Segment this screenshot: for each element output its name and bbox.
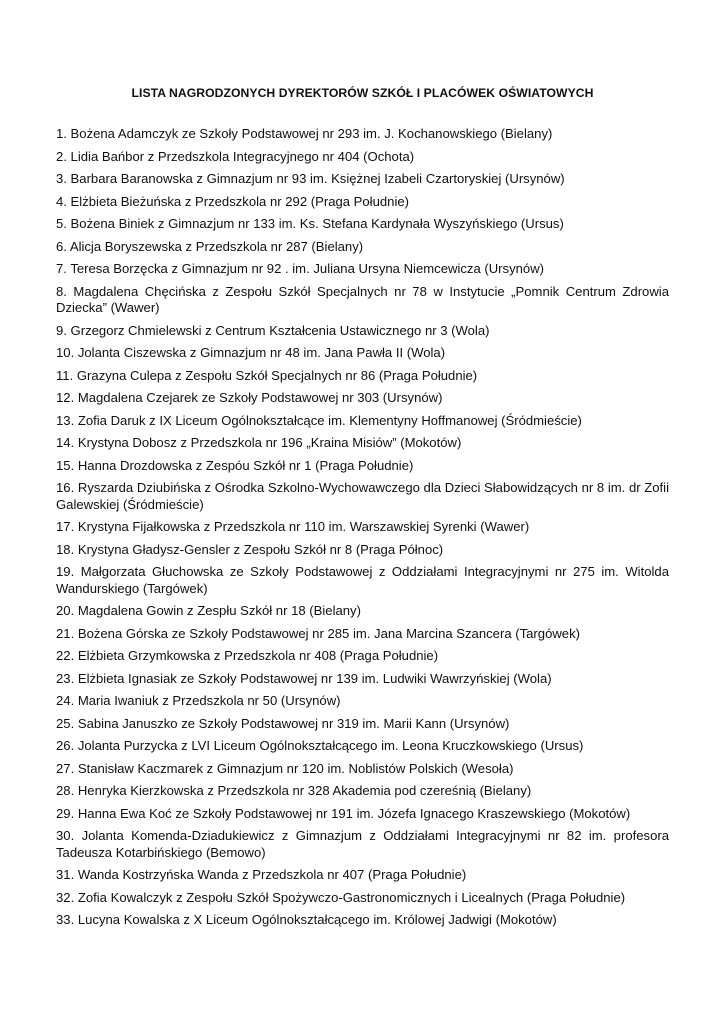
list-item: 10. Jolanta Ciszewska z Gimnazjum nr 48 im. Jana Pawła II (Wola) — [56, 345, 446, 360]
list-item: 22. Elżbieta Grzymkowska z Przedszkola nr 408 (Praga Południe) — [56, 648, 439, 663]
list-item: 17. Krystyna Fijałkowska z Przedszkola nr 110 im. Warszawskiej Syrenki (Wawer) — [56, 519, 530, 534]
list-item: 8. Magdalena Chęcińska z Zespołu Szkół Specjalnych nr 78 w Instytucie „Pomnik Centrum Zdrowia Dziecka” (Wawer) — [56, 283, 669, 315]
list-item: 31. Wanda Kostrzyńska Wanda z Przedszkola nr 407 (Praga Południe) — [56, 867, 467, 882]
list-item: 2. Lidia Bańbor z Przedszkola Integracyjnego nr 404 (Ochota) — [56, 148, 415, 164]
list-item: 15. Hanna Drozdowska z Zespóu Szkół nr 1 (Praga Południe) — [56, 457, 414, 473]
list-item: 33. Lucyna Kowalska z X Liceum Ogólnokształcącego im. Królowej Jadwigi (Mokotów) — [56, 912, 557, 927]
list-item: 11. Grazyna Culepa z Zespołu Szkół Specjalnych nr 86 (Praga Południe) — [56, 367, 478, 383]
list-item: 19. Małgorzata Głuchowska ze Szkoły Podstawowej z Oddziałami Integracyjnymi nr 275 im. Witolda Wandurskiego (Targówek) — [56, 564, 669, 596]
list-item: 9. Grzegorz Chmielewski z Centrum Kształcenia Ustawicznego nr 3 (Wola) — [56, 322, 490, 338]
list-item: 13. Zofia Daruk z IX Liceum Ogólnokształcące im. Klementyny Hoffmanowej (Śródmieście) — [56, 412, 582, 428]
awardee-list — [56, 126, 669, 935]
list-item: 32. Zofia Kowalczyk z Zespołu Szkół Spożywczo-Gastronomicznych i Licealnych (Praga Południe) — [56, 889, 626, 905]
list-item: 14. Krystyna Dobosz z Przedszkola nr 196 „Kraina Misiów” (Mokotów) — [56, 435, 462, 450]
list-item: 29. Hanna Ewa Koć ze Szkoły Podstawowej nr 191 im. Józefa Ignacego Kraszewskiego (Mokotów) — [56, 805, 631, 821]
list-item: 3. Barbara Baranowska z Gimnazjum nr 93 im. Księżnej Izabeli Czartoryskiej (Ursynów) — [56, 171, 565, 186]
list-item: 5. Bożena Biniek z Gimnazjum nr 133 im. Ks. Stefana Kardynała Wyszyńskiego (Ursus) — [56, 216, 564, 231]
list-item: 23. Elżbieta Ignasiak ze Szkoły Podstawowej nr 139 im. Ludwiki Wawrzyńskiej (Wola) — [56, 670, 552, 686]
list-item: 12. Magdalena Czejarek ze Szkoły Podstawowej nr 303 (Ursynów) — [56, 390, 443, 405]
list-item: 21. Bożena Górska ze Szkoły Podstawowej nr 285 im. Jana Marcina Szancera (Targówek) — [56, 625, 580, 641]
list-item: 24. Maria Iwaniuk z Przedszkola nr 50 (Ursynów) — [56, 693, 341, 708]
list-item: 1. Bożena Adamczyk ze Szkoły Podstawowej nr 293 im. J. Kochanowskiego (Bielany) — [56, 126, 553, 141]
list-item: 27. Stanisław Kaczmarek z Gimnazjum nr 120 im. Noblistów Polskich (Wesoła) — [56, 760, 514, 776]
list-item: 7. Teresa Borzęcka z Gimnazjum nr 92 . im. Juliana Ursyna Niemcewicza (Ursynów) — [56, 261, 545, 276]
list-item: 26. Jolanta Purzycka z LVI Liceum Ogólnokształcącego im. Leona Kruczkowskiego (Ursus) — [56, 738, 584, 753]
list-item: 20. Magdalena Gowin z Zespłu Szkół nr 18 (Bielany) — [56, 603, 361, 618]
list-item: 16. Ryszarda Dziubińska z Ośrodka Szkolno-Wychowawczego dla Dzieci Słabowidzących nr 8 im. dr Zofii Galewskiej (Śródmieście) — [56, 480, 669, 512]
list-item: 18. Krystyna Gładysz-Gensler z Zespołu Szkół nr 8 (Praga Północ) — [56, 541, 444, 557]
document-title: LISTA NAGRODZONYCH DYREKTORÓW SZKÓŁ I PLACÓWEK OŚWIATOWYCH — [131, 86, 594, 100]
list-item: 25. Sabina Januszko ze Szkoły Podstawowej nr 319 im. Marii Kann (Ursynów) — [56, 715, 510, 731]
list-item: 4. Elżbieta Bieżuńska z Przedszkola nr 292 (Praga Południe) — [56, 193, 409, 209]
list-item: 6. Alicja Boryszewska z Przedszkola nr 287 (Bielany) — [56, 238, 364, 254]
list-item: 30. Jolanta Komenda-Dziadukiewicz z Gimnazjum z Oddziałami Integracyjnymi nr 82 im. profesora Tadeusza Kotarbińskiego (Bemowo) — [56, 828, 669, 860]
list-item: 28. Henryka Kierzkowska z Przedszkola nr 328 Akademia pod czereśnią (Bielany) — [56, 783, 532, 798]
